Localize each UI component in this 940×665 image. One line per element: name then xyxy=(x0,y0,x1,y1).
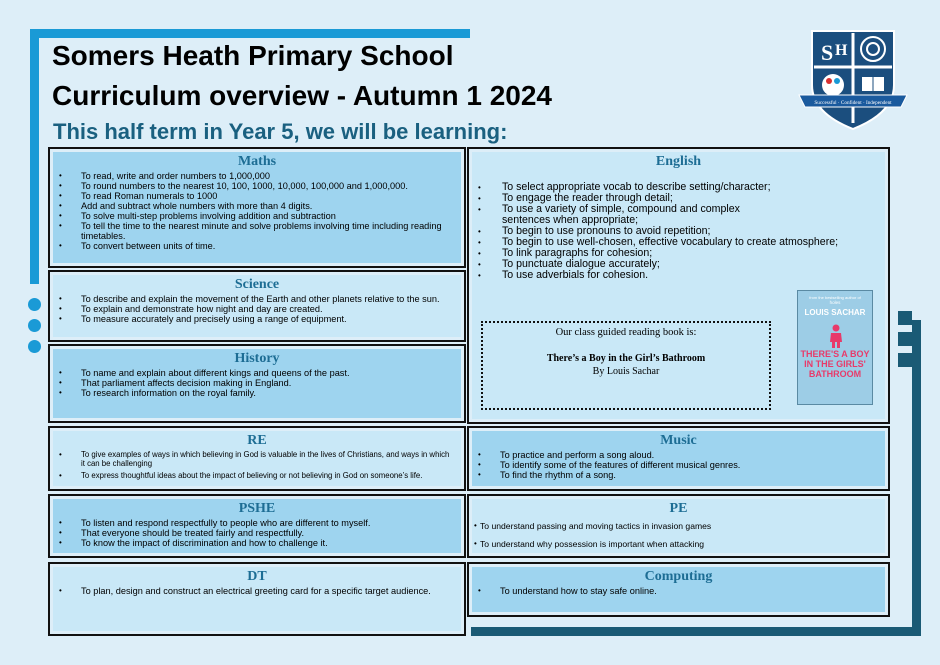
list-item: • To give examples of ways in which believing in God is valuable in the lives of Christians, and ways in which it can be challenging xyxy=(59,450,455,468)
list-item: • To solve multi-step problems involving addition and subtraction xyxy=(59,211,455,221)
list-item: • To research information on the royal family. xyxy=(59,388,455,398)
english-title: English xyxy=(655,154,702,169)
pshe-title: PSHE xyxy=(238,501,276,516)
list-item: • To understand passing and moving tactics in invasion games xyxy=(474,521,879,531)
book-cover-title: THERE'S A BOY IN THE GIRLS' BATHROOM xyxy=(800,349,870,379)
maths-panel xyxy=(48,147,466,268)
book-cover-tagline: from the bestselling author of xyxy=(809,295,861,300)
list-item: • To name and explain about different kings and queens of the past. xyxy=(59,368,455,378)
list-item: • To listen and respond respectfully to people who are different to myself. xyxy=(59,518,455,528)
list-item: • To tell the time to the nearest minute and solve problems involving time including reading timetables. xyxy=(59,221,455,241)
list-item: • To punctuate dialogue accurately; xyxy=(478,259,879,270)
science-list xyxy=(59,294,455,324)
history-list xyxy=(59,368,455,398)
history-title: History xyxy=(234,351,280,366)
book-cover-series: holes xyxy=(829,300,841,305)
list-item: • To convert between units of time. xyxy=(59,241,455,251)
computing-list xyxy=(478,586,879,596)
decor-square xyxy=(898,332,912,346)
list-item: • To round numbers to the nearest 10, 100, 1000, 10,000, 100,000 and 1,000,000. xyxy=(59,181,455,191)
decor-square xyxy=(898,353,912,367)
list-item: • To plan, design and construct an electrical greeting card for a specific target audience. xyxy=(59,586,455,596)
crest-motto: Successful · Confident · Independent xyxy=(814,100,892,106)
book-cover-image xyxy=(797,290,873,405)
science-panel xyxy=(48,270,466,342)
dt-list xyxy=(59,586,455,596)
list-item: • Add and subtract whole numbers with more than 4 digits. xyxy=(59,201,455,211)
list-item: • To read Roman numerals to 1000 xyxy=(59,191,455,201)
reading-book-title: There’s a Boy in the Girl’s Bathroom xyxy=(546,353,706,364)
top-accent-bar xyxy=(30,29,470,38)
maths-title: Maths xyxy=(237,154,277,169)
computing-panel xyxy=(467,562,890,617)
figure-icon xyxy=(828,324,844,348)
guided-reading-box xyxy=(481,321,771,410)
list-item: • To begin to use pronouns to avoid repetition; xyxy=(478,226,879,237)
list-item: • That parliament affects decision making in England. xyxy=(59,378,455,388)
list-item: • To find the rhythm of a song. xyxy=(478,470,879,480)
list-item: • To understand why possession is important when attacking xyxy=(474,539,879,549)
maths-list xyxy=(59,171,455,251)
left-accent-bar xyxy=(30,29,39,284)
list-item: • To identify some of the features of different musical genres. xyxy=(478,460,879,470)
music-panel xyxy=(467,426,890,491)
overview-title: Curriculum overview - Autumn 1 2024 xyxy=(52,80,552,111)
pshe-list xyxy=(59,518,455,548)
list-item: • To use adverbials for cohesion. xyxy=(478,270,879,281)
pshe-panel xyxy=(48,494,466,558)
re-title: RE xyxy=(247,433,267,448)
list-item: • To read, write and order numbers to 1,000,000 xyxy=(59,171,455,181)
dt-title: DT xyxy=(247,569,267,584)
dt-panel xyxy=(48,562,466,636)
list-item: • To engage the reader through detail; xyxy=(478,193,879,204)
book-cover-author: LOUIS SACHAR xyxy=(804,308,866,317)
pe-title: PE xyxy=(669,501,688,516)
svg-text:H: H xyxy=(835,42,848,59)
list-item: • That everyone should be treated fairly and respectfully. xyxy=(59,528,455,538)
history-panel xyxy=(48,344,466,423)
reading-author: By Louis Sachar xyxy=(592,366,660,377)
list-item: • To begin to use well-chosen, effective vocabulary to create atmosphere; xyxy=(478,237,879,248)
list-item: • To explain and demonstrate how night and day are created. xyxy=(59,304,455,314)
list-item: • To use a variety of simple, compound and complex sentences when appropriate; xyxy=(478,204,879,226)
school-name: Somers Heath Primary School xyxy=(52,40,454,71)
svg-text:S: S xyxy=(821,40,834,65)
decor-dot xyxy=(28,340,41,353)
list-item: • To select appropriate vocab to describe setting/character; xyxy=(478,182,879,193)
re-panel xyxy=(48,426,466,491)
list-item: • To know the impact of discrimination and how to challenge it. xyxy=(59,538,455,548)
list-item: • To link paragraphs for cohesion; xyxy=(478,248,879,259)
list-item: • To understand how to stay safe online. xyxy=(478,586,879,596)
intro-heading: This half term in Year 5, we will be learning: xyxy=(53,119,508,144)
pe-panel xyxy=(467,494,890,558)
school-crest-logo xyxy=(797,27,909,131)
english-list xyxy=(478,182,879,281)
science-title: Science xyxy=(234,277,280,292)
music-list xyxy=(478,450,879,480)
re-list xyxy=(59,450,455,480)
decor-square xyxy=(898,311,912,325)
right-accent-bar xyxy=(912,320,921,636)
decor-dot xyxy=(28,298,41,311)
list-item: • To describe and explain the movement of the Earth and other planets relative to the sun. xyxy=(59,294,455,304)
bottom-accent-bar xyxy=(471,627,921,636)
pe-list xyxy=(474,521,879,549)
list-item: • To express thoughtful ideas about the impact of believing or not believing in God on someone’s life. xyxy=(59,471,455,480)
list-item: • To measure accurately and precisely using a range of equipment. xyxy=(59,314,455,324)
reading-label: Our class guided reading book is: xyxy=(555,327,697,338)
music-title: Music xyxy=(660,433,697,448)
computing-title: Computing xyxy=(644,569,713,584)
list-item: • To practice and perform a song aloud. xyxy=(478,450,879,460)
decor-dot xyxy=(28,319,41,332)
